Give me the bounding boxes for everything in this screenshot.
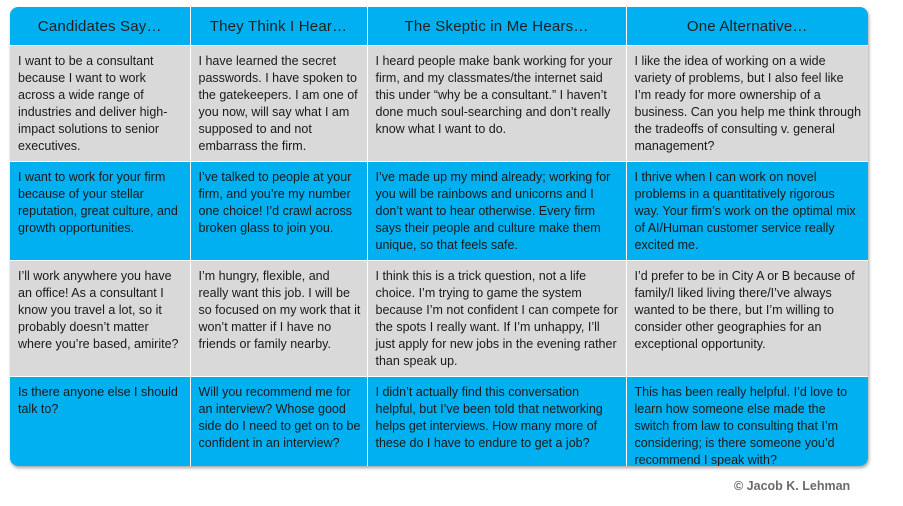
table-cell: I’m hungry, flexible, and really want this job. I will be so focused on my work that it won’t matter if I have no friends or family nearby. — [190, 261, 367, 377]
table-cell: I thrive when I can work on novel problems in a quantitatively rigorous way. Your firm’s work on the optimal mix of AI/Human customer service really excited me. — [626, 162, 868, 261]
table-cell: I think this is a trick question, not a life choice. I’m trying to game the system because I’m not confident I can compete for the spots I really want. If I’m unhappy, I’ll just apply for new jobs in the evening rather than speak up. — [367, 261, 626, 377]
table-cell: Will you recommend me for an interview? Whose good side do I need to get on to be confident in an interview? — [190, 377, 367, 467]
table-row — [10, 261, 868, 377]
table-cell: I’d prefer to be in City A or B because of family/I liked living there/I’ve always wanted to be there, but I’m willing to consider other geographies for an exceptional opportunity. — [626, 261, 868, 377]
table-cell: I want to work for your firm because of your stellar reputation, great culture, and growth opportunities. — [10, 162, 190, 261]
table-cell: I have learned the secret passwords. I have spoken to the gatekeepers. I am one of you now, will say what I am supposed to and not embarrass the firm. — [190, 46, 367, 162]
comparison-table-container — [10, 7, 868, 466]
table-row — [10, 162, 868, 261]
table-cell: I didn’t actually find this conversation helpful, but I’ve been told that networking helps get interviews. How many more of these do I have to endure to get a job? — [367, 377, 626, 467]
table-row — [10, 377, 868, 467]
table-row — [10, 46, 868, 162]
table-cell: I heard people make bank working for your firm, and my classmates/the internet said this under “why be a consultant.” I haven’t done much soul-searching and don’t really know what I want to do. — [367, 46, 626, 162]
table-cell: I’ll work anywhere you have an office! As a consultant I know you travel a lot, so it probably doesn’t matter where you’re based, amirite? — [10, 261, 190, 377]
header-candidates-say: Candidates Say… — [10, 7, 190, 46]
header-they-think-i-hear: They Think I Hear… — [190, 7, 367, 46]
table-cell: I want to be a consultant because I want to work across a wide range of industries and deliver high-impact solutions to senior executives. — [10, 46, 190, 162]
comparison-table — [10, 7, 868, 466]
table-cell: This has been really helpful. I’d love to learn how someone else made the switch from law to consulting that I’m considering; is there someone you’d recommend I speak with? — [626, 377, 868, 467]
copyright-notice: © Jacob K. Lehman — [734, 479, 851, 493]
table-cell: I’ve made up my mind already; working for you will be rainbows and unicorns and I don’t want to hear otherwise. Every firm says their people and culture make them unique, so that feels safe. — [367, 162, 626, 261]
header-one-alternative: One Alternative… — [626, 7, 868, 46]
header-skeptic-hears: The Skeptic in Me Hears… — [367, 7, 626, 46]
table-cell: Is there anyone else I should talk to? — [10, 377, 190, 467]
header-row — [10, 7, 868, 46]
table-cell: I like the idea of working on a wide variety of problems, but I also feel like I’m ready for more ownership of a business. Can you help me think through the tradeoffs of consulting v. general management? — [626, 46, 868, 162]
table-cell: I’ve talked to people at your firm, and you’re my number one choice! I’d crawl across broken glass to join you. — [190, 162, 367, 261]
